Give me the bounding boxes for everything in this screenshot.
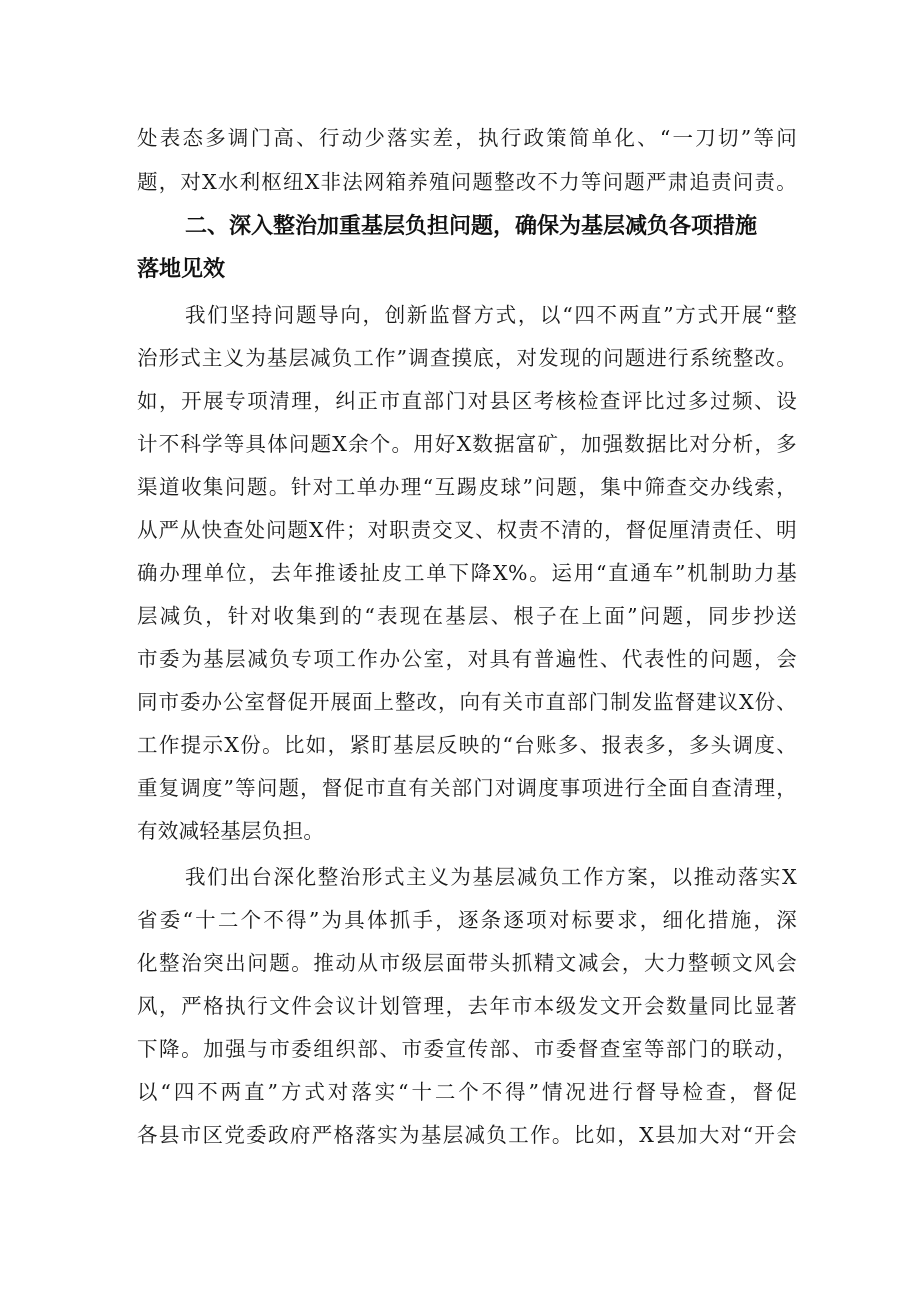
paragraph2-line-6: 以“四不两直”方式对落实“十二个不得”情况进行督导检查，督促	[137, 1080, 797, 1104]
paragraph1-line-7: 确办理单位，去年推诿扯皮工单下降X%。运用“直通车”机制助力基	[137, 561, 797, 585]
paragraph2-line-1: 我们出台深化整治形式主义为基层减负工作方案，以推动落实X	[185, 865, 797, 889]
paragraph1-line-13: 有效减轻基层负担。	[137, 819, 325, 843]
paragraph1-line-3: 如，开展专项清理，纠正市直部门对县区考核检查评比过多过频、设	[137, 389, 797, 413]
paragraph1-line-6: 从严从快查处问题X件；对职责交叉、权责不清的，督促厘清责任、明	[137, 518, 797, 542]
paragraph1-line-9: 市委为基层减负专项工作办公室，对具有普遍性、代表性的问题，会	[137, 647, 797, 671]
paragraph2-line-5: 下降。加强与市委组织部、市委宣传部、市委督查室等部门的联动，	[137, 1037, 797, 1061]
paragraph1-line-8: 层减负，针对收集到的“表现在基层、根子在上面”问题，同步抄送	[137, 604, 797, 628]
paragraph2-line-3: 化整治突出问题。推动从市级层面带头抓精文减会，大力整顿文风会	[137, 951, 797, 975]
section-heading-line-2: 落地见效	[137, 257, 226, 282]
intro-line-2: 题，对X水利枢纽X非法网箱养殖问题整改不力等问题严肃追责问责。	[137, 170, 797, 194]
paragraph2-line-7: 各县市区党委政府严格落实为基层减负工作。比如，X县加大对“开会	[137, 1123, 797, 1147]
intro-line-1: 处表态多调门高、行动少落实差，执行政策简单化、“一刀切”等问	[137, 126, 797, 150]
paragraph1-line-5: 渠道收集问题。针对工单办理“互踢皮球”问题，集中筛查交办线索，	[137, 475, 797, 499]
paragraph1-line-11: 工作提示X份。比如，紧盯基层反映的“台账多、报表多，多头调度、	[137, 733, 797, 757]
paragraph1-line-10: 同市委办公室督促开展面上整改，向有关市直部门制发监督建议X份、	[137, 690, 797, 714]
paragraph1-line-1: 我们坚持问题导向，创新监督方式，以“四不两直”方式开展“整	[185, 303, 797, 327]
paragraph1-line-2: 治形式主义为基层减负工作”调查摸底，对发现的问题进行系统整改。	[137, 346, 797, 370]
paragraph1-line-4: 计不科学等具体问题X余个。用好X数据富矿，加强数据比对分析，多	[137, 432, 797, 456]
paragraph2-line-4: 风，严格执行文件会议计划管理，去年市本级发文开会数量同比显著	[137, 994, 797, 1018]
section-heading-line-1: 二、深入整治加重基层负担问题，确保为基层减负各项措施	[185, 214, 758, 239]
paragraph1-line-12: 重复调度”等问题，督促市直有关部门对调度事项进行全面自查清理，	[137, 776, 797, 800]
paragraph2-line-2: 省委“十二个不得”为具体抓手，逐条逐项对标要求，细化措施，深	[137, 908, 797, 932]
